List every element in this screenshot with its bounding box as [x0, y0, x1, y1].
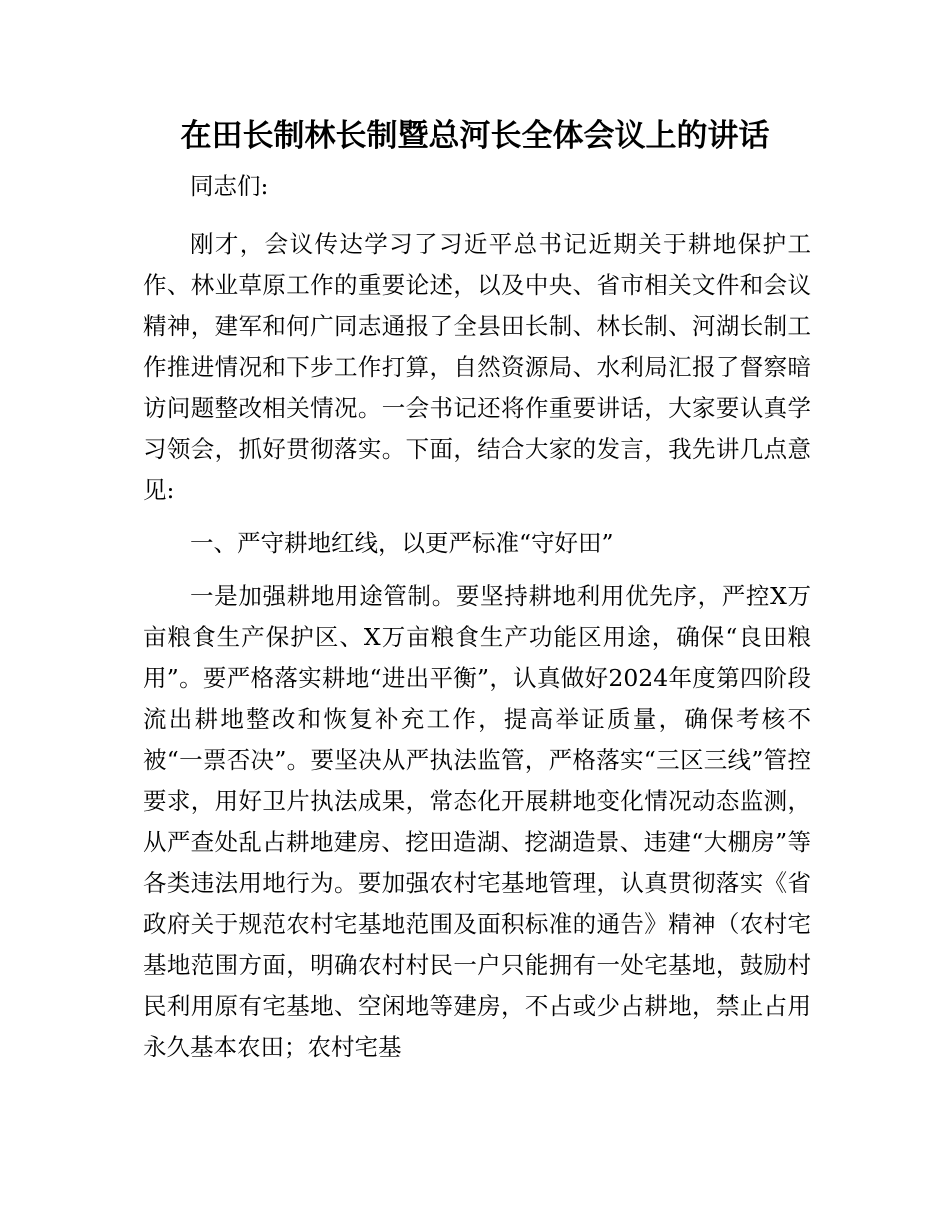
greeting: 同志们: — [190, 172, 269, 200]
paragraph-intro: 刚才，会议传达学习了习近平总书记近期关于耕地保护工作、林业草原工作的重要论述，以及中央、省市相关文件和会议精神，建军和何广同志通报了全县田长制、林长制、河湖长制工作推进情况和下步工作打算，自然资源局、水利局汇报了督察暗访问题整改相关情况。一会书记还将作重要讲话，大家要认真学习领会，抓好贯彻落实。下面，结合大家的发言，我先讲几点意见: — [143, 230, 811, 504]
section-heading-1: 一、严守耕地红线，以更严标准“守好田” — [190, 529, 614, 557]
document-body — [143, 166, 811, 1080]
paragraph-land-use-control: 一是加强耕地用途管制。要坚持耕地利用优先序，严控X万亩粮食生产保护区、X万亩粮食生产功能区用途，确保“良田粮用”。要严格落实耕地“进出平衡”，认真做好2024年度第四阶段流出耕地整改和恢复补充工作，提高举证质量，确保考核不被“一票否决”。要坚决从严执法监管，严格落实“三区三线”管控要求，用好卫片执法成果，常态化开展耕地变化情况动态监测，从严查处乱占耕地建房、挖田造湖、挖湖造景、违建“大棚房”等各类违法用地行为。要加强农村宅基地管理，认真贯彻落实《省政府关于规范农村宅基地范围及面积标准的通告》精神（农村宅基地范围方面，明确农村村民一户只能拥有一处宅基地，鼓励村民利用原有宅基地、空闲地等建房，不占或少占耕地，禁止占用永久基本农田；农村宅基 — [143, 582, 811, 1061]
document-title: 在田长制林长制暨总河长全体会议上的讲话 — [180, 118, 770, 154]
